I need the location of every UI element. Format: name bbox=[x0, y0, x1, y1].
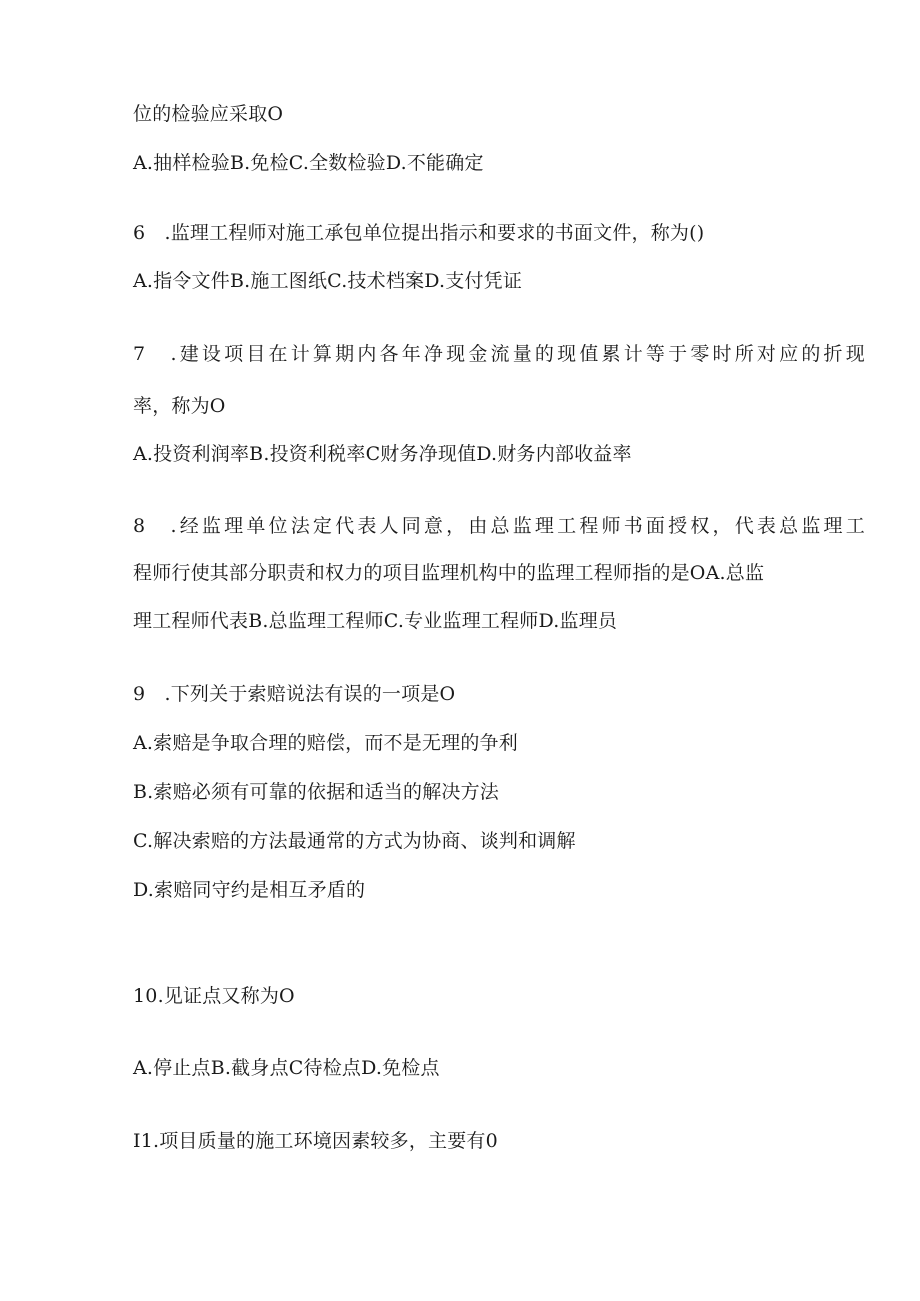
question-9: 9 .下列关于索赔说法有误的一项是O bbox=[133, 683, 456, 705]
question-7-line-1: 7 .建设项目在计算期内各年净现金流量的现值累计等于零时所对应的折现 bbox=[133, 343, 868, 365]
question-8-line-2: 程师行使其部分职责和权力的项目监理机构中的监理工程师指的是OA.总监 bbox=[133, 562, 765, 584]
options-q6: A.指令文件B.施工图纸C.技术档案D.支付凭证 bbox=[133, 270, 523, 292]
question-11: I1.项目质量的施工环境因素较多，主要有0 bbox=[133, 1130, 498, 1152]
question-7-line-2: 率，称为O bbox=[133, 395, 226, 417]
option-9a: A.索赔是争取合理的赔偿，而不是无理的争利 bbox=[133, 732, 518, 754]
options-q5: A.抽样检验B.免检C.全数检验D.不能确定 bbox=[133, 152, 484, 174]
option-9d: D.索赔同守约是相互矛盾的 bbox=[133, 879, 366, 901]
question-8-line-3: 理工程师代表B.总监理工程师C.专业监理工程师D.监理员 bbox=[133, 610, 618, 632]
options-q7: A.投资利润率B.投资利税率C财务净现值D.财务内部收益率 bbox=[133, 443, 632, 465]
question-6: 6 .监理工程师对施工承包单位提出指示和要求的书面文件，称为() bbox=[133, 222, 705, 244]
text-line-q5-continued: 位的检验应采取O bbox=[133, 103, 284, 125]
question-8-line-1: 8 .经监理单位法定代表人同意，由总监理工程师书面授权，代表总监理工 bbox=[133, 515, 868, 537]
question-10: 10.见证点又称为O bbox=[133, 985, 295, 1007]
option-9c: C.解决索赔的方法最通常的方式为协商、谈判和调解 bbox=[133, 830, 576, 852]
option-9b: B.索赔必须有可靠的依据和适当的解决方法 bbox=[133, 781, 500, 803]
options-q10: A.停止点B.截身点C待检点D.免检点 bbox=[133, 1057, 440, 1079]
